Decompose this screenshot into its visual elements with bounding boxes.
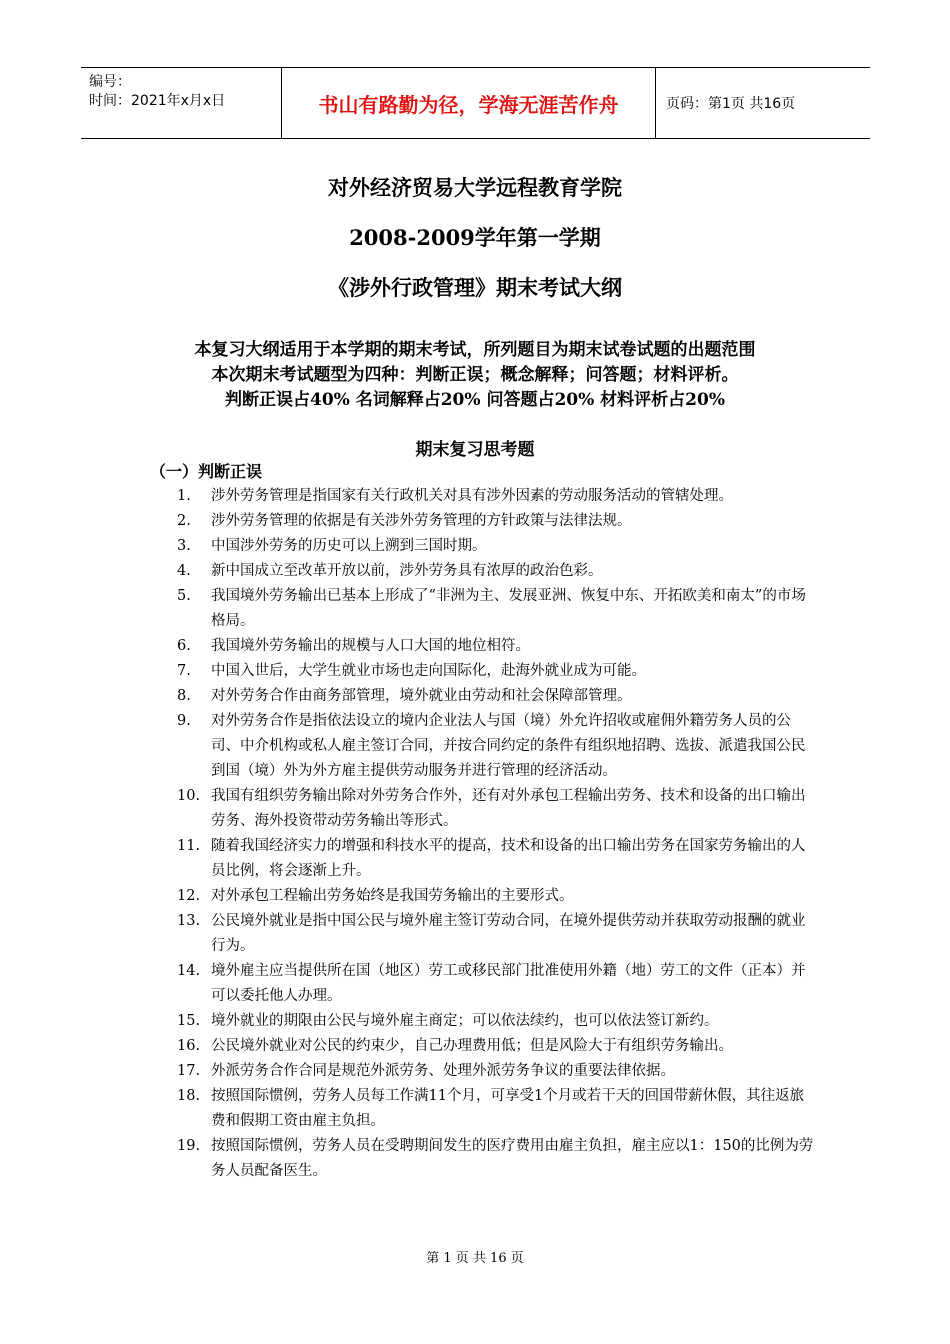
- exam-title: 《涉外行政管理》期末考试大纲: [328, 275, 622, 300]
- page-header: [81, 67, 870, 139]
- question-text: 我国境外劳务输出已基本上形成了“非洲为主、发展亚洲、恢复中东、开拓欧美和南太”的市场格局。: [211, 588, 806, 629]
- question-item: [160, 1009, 815, 1034]
- question-item: [160, 659, 815, 684]
- question-number: 8.: [177, 688, 191, 704]
- question-number: 13.: [177, 913, 201, 929]
- question-number: 2.: [177, 513, 191, 529]
- question-text: 外派劳务合作合同是规范外派劳务、处理外派劳务争议的重要法律依据。: [211, 1063, 675, 1079]
- question-text: 按照国际惯例，劳务人员在受聘期间发生的医疗费用由雇主负担，雇主应以1：150的比例为劳务人员配备医生。: [211, 1138, 814, 1179]
- question-item: [160, 534, 815, 559]
- question-number: 12.: [177, 888, 201, 904]
- question-item: [160, 509, 815, 534]
- review-title: 期末复习思考题: [415, 440, 535, 460]
- question-item: [160, 784, 815, 834]
- question-number: 7.: [177, 663, 191, 679]
- question-number: 5.: [177, 588, 191, 604]
- question-text: 对外劳务合作是指依法设立的境内企业法人与国（境）外允许招收或雇佣外籍劳务人员的公司、中介机构或私人雇主签订合同，并按合同约定的条件有组织地招聘、选拔、派遣我国公民到国（境）外为外方雇主提供劳动服务并进行管理的经济活动。: [211, 713, 806, 779]
- question-item: [160, 834, 815, 884]
- question-text: 涉外劳务管理的依据是有关涉外劳务管理的方针政策与法律法规。: [211, 513, 632, 529]
- question-text: 随着我国经济实力的增强和科技水平的提高，技术和设备的出口输出劳务在国家劳务输出的人员比例，将会逐渐上升。: [211, 838, 806, 879]
- school-title: 对外经济贸易大学远程教育学院: [328, 175, 622, 200]
- question-text: 对外承包工程输出劳务始终是我国劳务输出的主要形式。: [211, 888, 574, 904]
- intro-line-2: 本次期末考试题型为四种：判断正误；概念解释；问答题；材料评析。: [211, 365, 739, 385]
- header-meta: [81, 68, 281, 138]
- question-number: 15.: [177, 1013, 201, 1029]
- number-label: 编号：: [89, 74, 131, 90]
- time-label: 时间：2021年x月x日: [89, 93, 226, 109]
- question-number: 11.: [177, 838, 201, 854]
- question-text: 按照国际惯例，劳务人员每工作满11个月，可享受1个月或若干天的回国带薪休假，其往返旅费和假期工资由雇主负担。: [211, 1088, 805, 1129]
- question-number: 10.: [177, 788, 201, 804]
- question-item: [160, 1134, 815, 1184]
- question-text: 涉外劳务管理是指国家有关行政机关对具有涉外因素的劳动服务活动的管辖处理。: [211, 488, 733, 504]
- question-number: 17.: [177, 1063, 201, 1079]
- question-number: 18.: [177, 1088, 201, 1104]
- question-number: 3.: [177, 538, 191, 554]
- section-title: （一）判断正误: [150, 462, 263, 481]
- header-page-info: 页码：第1页 共16页: [666, 96, 796, 112]
- question-text: 中国涉外劳务的历史可以上溯到三国时期。: [211, 538, 487, 554]
- intro-line-3: 判断正误占40% 名词解释占20% 问答题占20% 材料评析占20%: [225, 390, 725, 410]
- question-item: [160, 709, 815, 784]
- page-footer: 第 1 页 共 16 页: [426, 1251, 524, 1266]
- question-text: 公民境外就业是指中国公民与境外雇主签订劳动合同，在境外提供劳动并获取劳动报酬的就业行为。: [211, 913, 806, 954]
- question-item: [160, 584, 815, 634]
- question-text: 对外劳务合作由商务部管理，境外就业由劳动和社会保障部管理。: [211, 688, 632, 704]
- question-text: 中国入世后，大学生就业市场也走向国际化，赴海外就业成为可能。: [211, 663, 646, 679]
- question-item: [160, 559, 815, 584]
- question-item: [160, 909, 815, 959]
- question-item: [160, 1034, 815, 1059]
- term-title: 2008-2009学年第一学期: [349, 225, 601, 250]
- question-item: [160, 1059, 815, 1084]
- question-item: [160, 1084, 815, 1134]
- question-text: 新中国成立至改革开放以前，涉外劳务具有浓厚的政治色彩。: [211, 563, 603, 579]
- question-item: [160, 484, 815, 509]
- question-number: 14.: [177, 963, 201, 979]
- question-item: [160, 959, 815, 1009]
- question-number: 4.: [177, 563, 191, 579]
- question-text: 我国有组织劳务输出除对外劳务合作外，还有对外承包工程输出劳务、技术和设备的出口输出劳务、海外投资带动劳务输出等形式。: [211, 788, 806, 829]
- question-number: 1.: [177, 488, 191, 504]
- question-number: 19.: [177, 1138, 201, 1154]
- question-item: [160, 634, 815, 659]
- question-number: 16.: [177, 1038, 201, 1054]
- question-text: 境外雇主应当提供所在国（地区）劳工或移民部门批准使用外籍（地）劳工的文件（正本）并可以委托他人办理。: [211, 963, 806, 1004]
- question-item: [160, 684, 815, 709]
- question-item: [160, 884, 815, 909]
- question-number: 6.: [177, 638, 191, 654]
- question-text: 我国境外劳务输出的规模与人口大国的地位相符。: [211, 638, 530, 654]
- question-text: 境外就业的期限由公民与境外雇主商定；可以依法续约，也可以依法签订新约。: [211, 1013, 719, 1029]
- question-list: [160, 484, 815, 1184]
- intro-line-1: 本复习大纲适用于本学期的期末考试，所列题目为期末试卷试题的出题范围: [194, 340, 756, 360]
- header-motto: 书山有路勤为径，学海无涯苦作舟: [281, 68, 656, 138]
- question-number: 9.: [177, 713, 191, 729]
- question-text: 公民境外就业对公民的约束少，自己办理费用低；但是风险大于有组织劳务输出。: [211, 1038, 733, 1054]
